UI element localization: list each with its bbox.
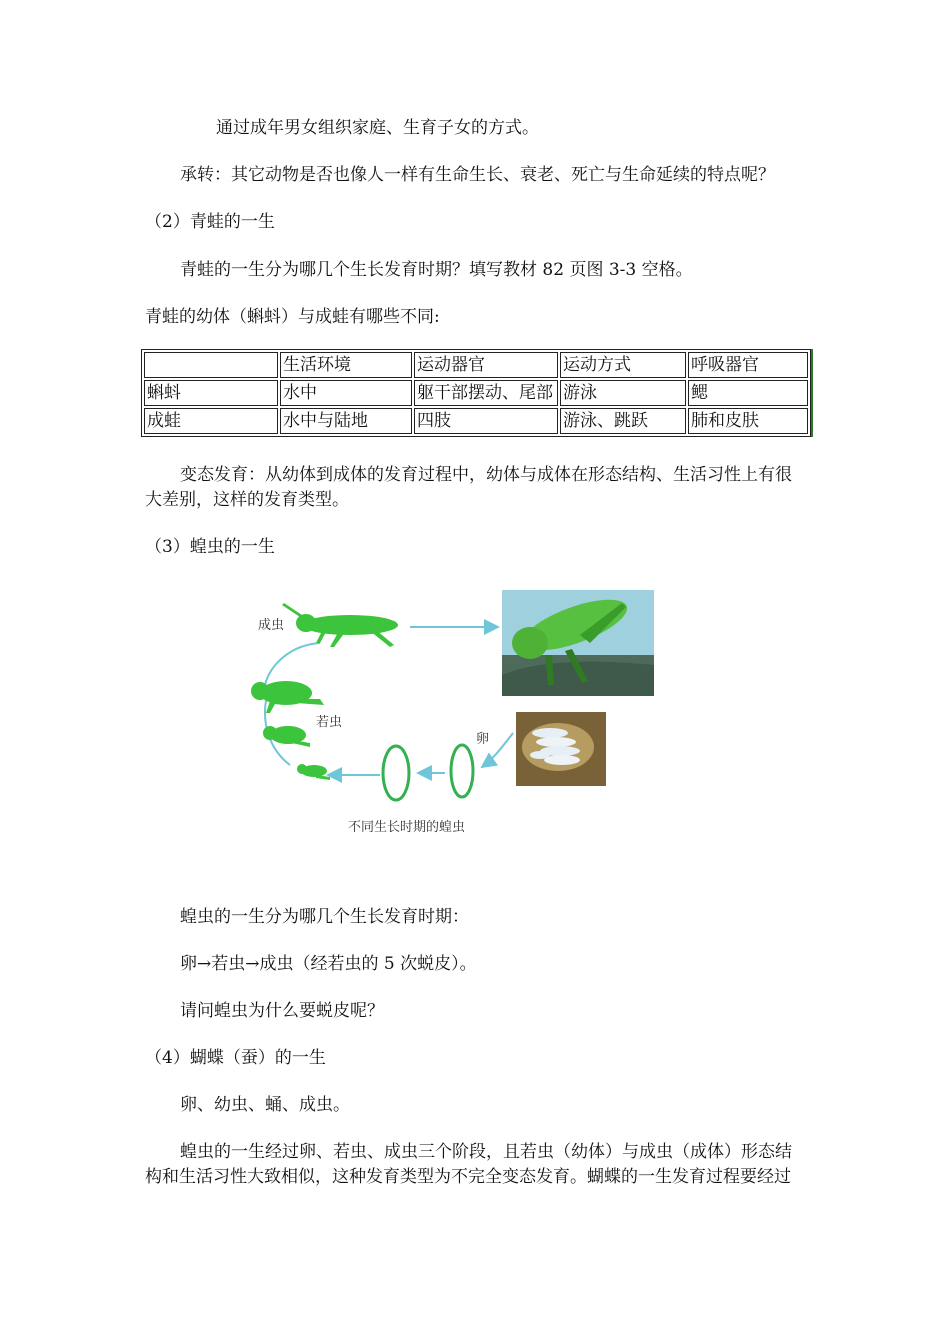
label-nymph: 若虫	[316, 715, 343, 730]
paragraph-metamorphosis-cont: 大差别，这样的发育类型。	[145, 490, 349, 510]
table-cell: 运动方式	[560, 352, 686, 378]
paragraph: 通过成年男女组织家庭、生育子女的方式。	[216, 118, 539, 138]
table-cell: 游泳、跳跃	[560, 408, 686, 434]
table-cell: 成蛙	[144, 408, 278, 434]
table-cell: 呼吸器官	[688, 352, 808, 378]
locust-life-cycle-figure	[230, 585, 670, 850]
table-row	[144, 408, 808, 434]
cycle-arrow	[265, 643, 320, 685]
table-cell: 四肢	[414, 408, 558, 434]
table-cell: 蝌蚪	[144, 380, 278, 406]
comparison-table	[141, 349, 811, 437]
label-egg: 卵	[476, 732, 490, 747]
table-header-row	[144, 352, 808, 378]
paragraph: 蝗虫的一生分为哪几个生长发育时期：	[180, 907, 469, 927]
adult-locust-icon	[282, 603, 398, 647]
paragraph: 卵→若虫→成虫（经若虫的 5 次蜕皮）。	[180, 954, 477, 974]
label-adult: 成虫	[258, 618, 285, 633]
table-cell: 水中与陆地	[280, 408, 412, 434]
section-heading-locust: （3）蝗虫的一生	[145, 537, 275, 557]
figure-caption: 不同生长时期的蝗虫	[348, 820, 466, 835]
egg-icon	[383, 746, 409, 800]
section-heading-butterfly: （4）蝴蝶（蚕）的一生	[145, 1048, 326, 1068]
paragraph: 青蛙的幼体（蝌蚪）与成蛙有哪些不同:	[145, 307, 440, 327]
table-cell: 运动器官	[414, 352, 558, 378]
table-row	[144, 380, 808, 406]
table-cell: 肺和皮肤	[688, 408, 808, 434]
large-nymph-icon	[251, 681, 324, 713]
paragraph-transition: 承转：其它动物是否也像人一样有生命生长、衰老、死亡与生命延续的特点呢？	[180, 165, 775, 185]
paragraph: 卵、幼虫、蛹、成虫。	[180, 1095, 350, 1115]
table-cell: 生活环境	[280, 352, 412, 378]
paragraph-metamorphosis: 变态发育：从幼体到成体的发育过程中，幼体与成体在形态结构、生活习性上有很	[180, 465, 792, 485]
table-cell: 水中	[280, 380, 412, 406]
table-cell: 游泳	[560, 380, 686, 406]
adult-locust-photo	[502, 589, 654, 696]
paragraph-incomplete-metamorphosis-cont: 构和生活习性大致相似，这种发育类型为不完全变态发育。蝴蝶的一生发育过程要经过	[145, 1167, 791, 1187]
paragraph-incomplete-metamorphosis: 蝗虫的一生经过卵、若虫、成虫三个阶段，且若虫（幼体）与成虫（成体）形态结	[180, 1142, 792, 1162]
table-cell: 鳃	[688, 380, 808, 406]
paragraph: 青蛙的一生分为哪几个生长发育时期？填写教材 82 页图 3-3 空格。	[180, 260, 693, 280]
table-cell: 躯干部摆动、尾部	[414, 380, 558, 406]
egg-pod-photo	[516, 712, 606, 786]
section-heading-frog: （2）青蛙的一生	[145, 212, 275, 232]
table-cell	[144, 352, 278, 378]
medium-nymph-icon	[263, 726, 310, 747]
egg-icon	[451, 745, 473, 797]
small-nymph-icon	[297, 764, 330, 780]
paragraph: 请问蝗虫为什么要蜕皮呢？	[180, 1001, 384, 1021]
